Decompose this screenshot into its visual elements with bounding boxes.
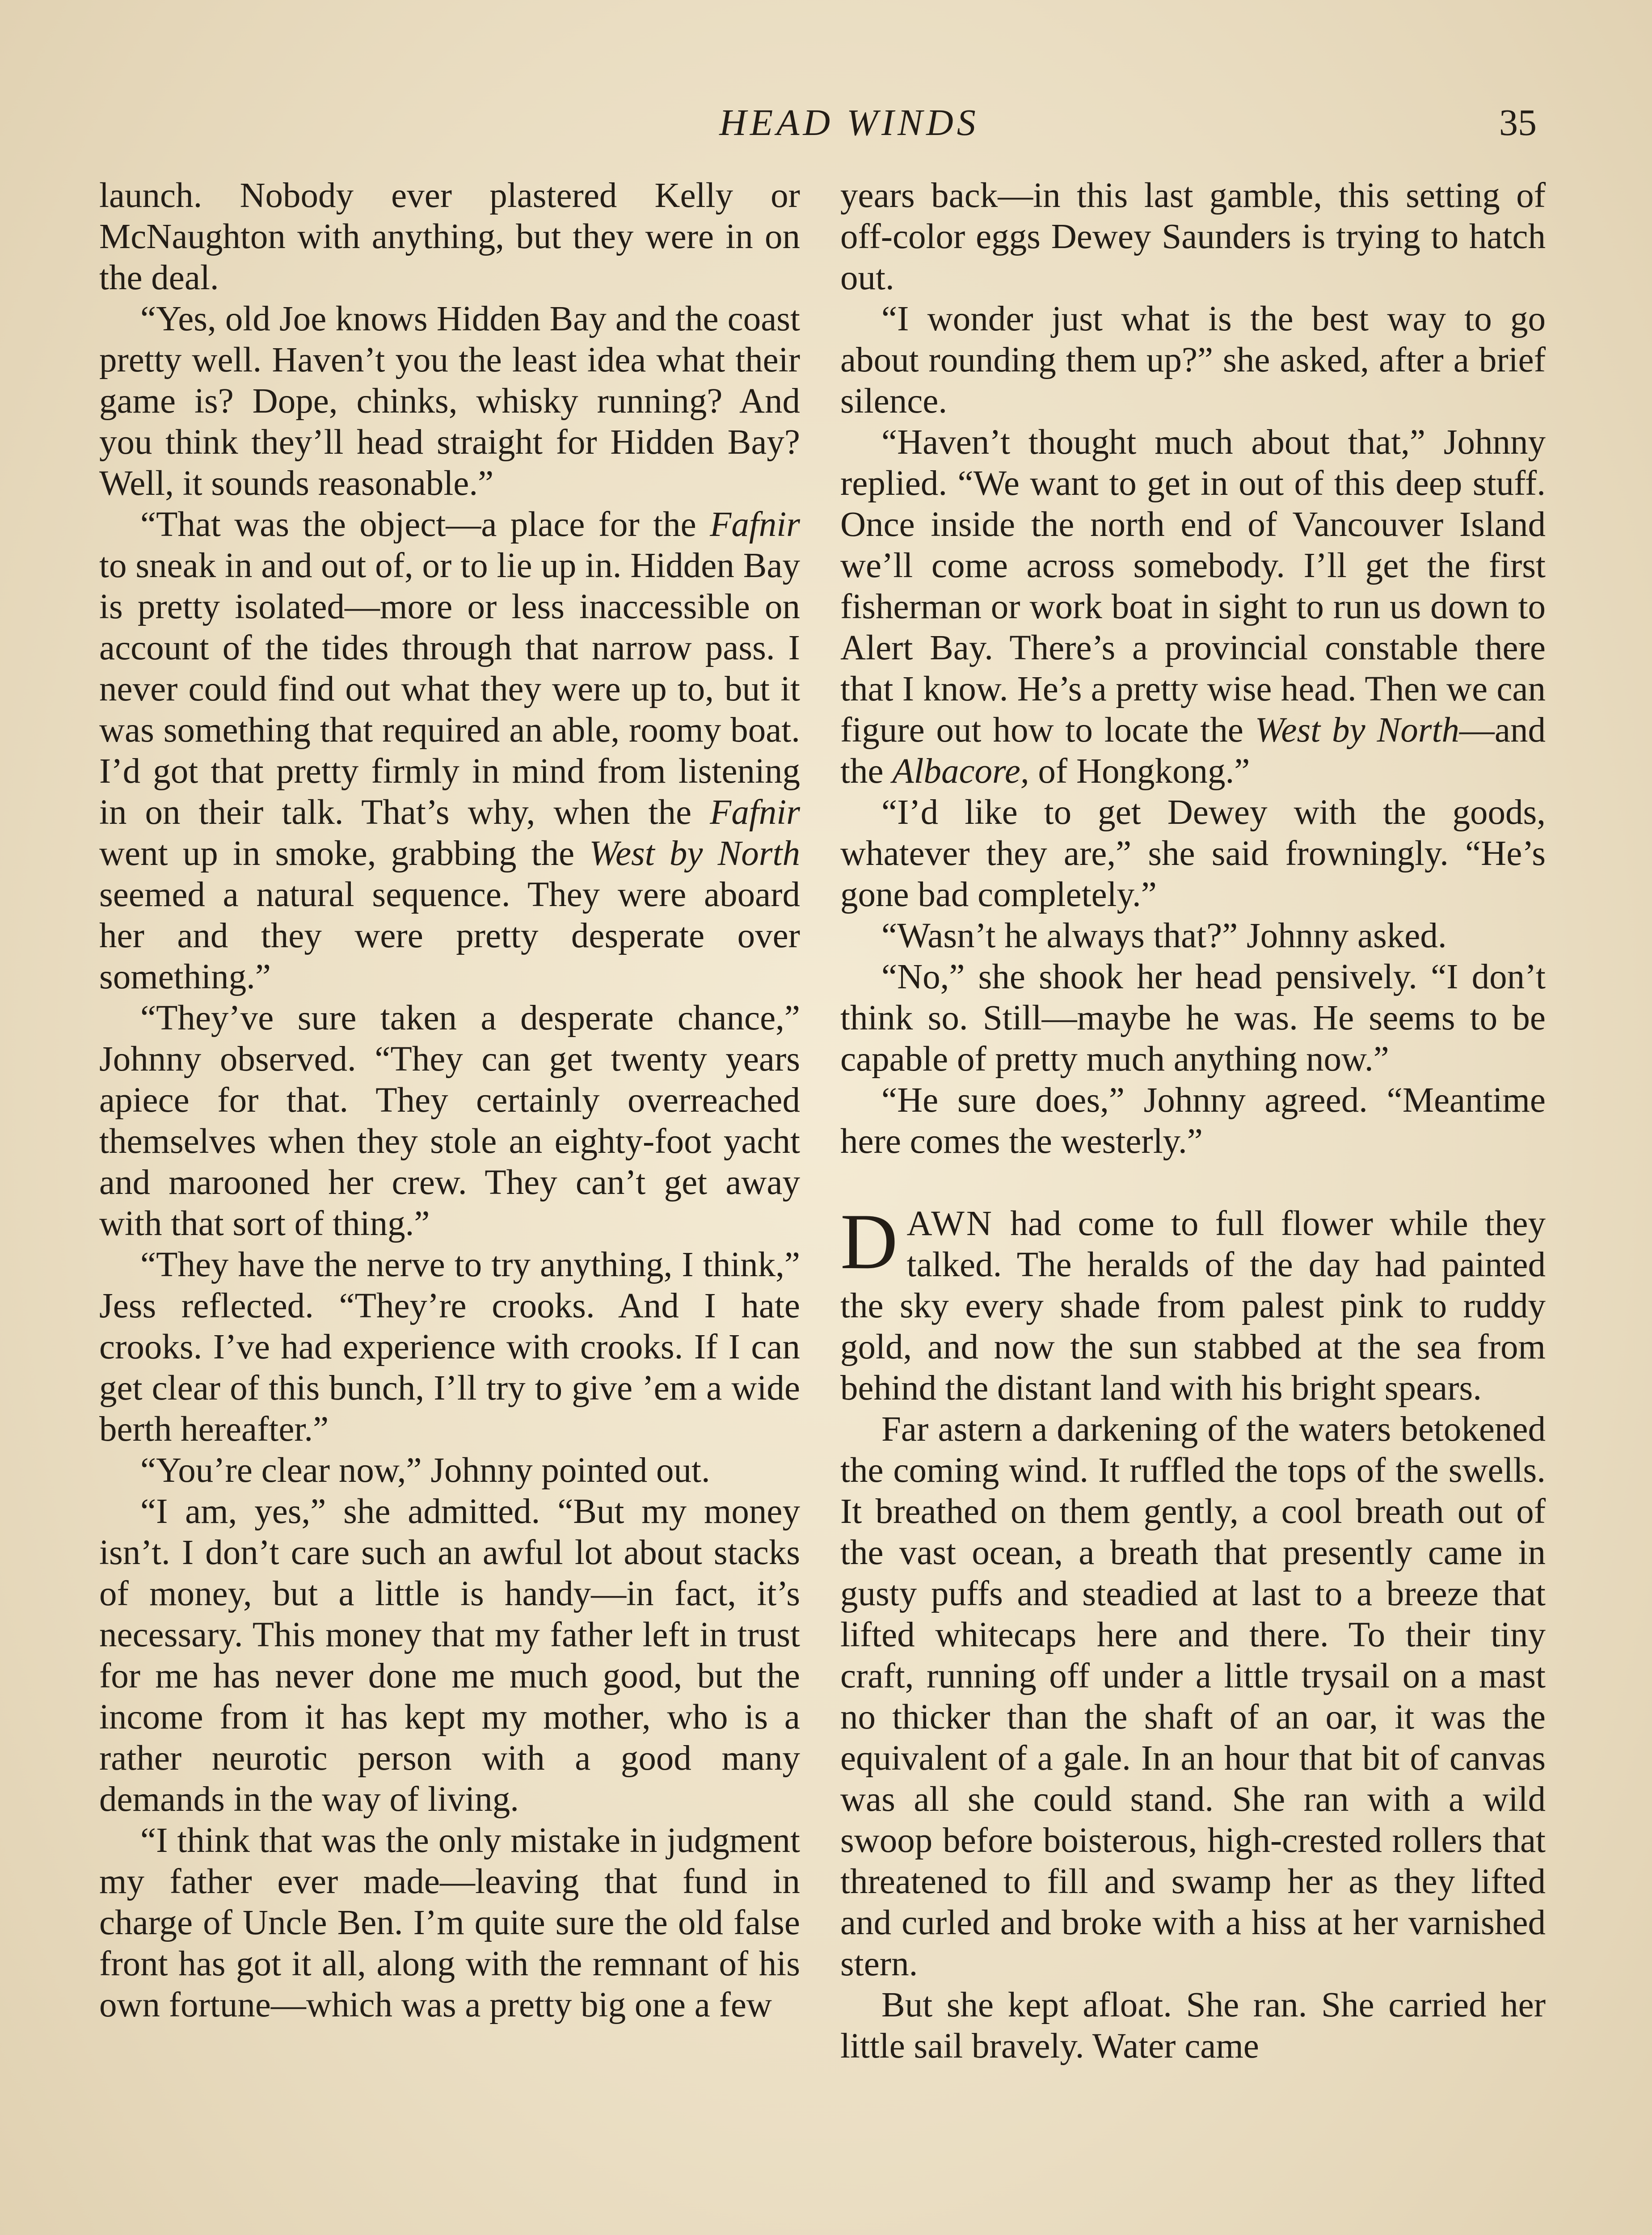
- paragraph: “He sure does,” Johnny agreed. “Meantime here comes the westerly.”: [840, 1081, 1546, 1161]
- left-text-column: [99, 175, 800, 2026]
- right-text-column: [840, 175, 1546, 2067]
- page-number: 35: [1499, 102, 1537, 143]
- paragraph: [840, 422, 1546, 792]
- paragraph: “You’re clear now,” Johnny pointed out.: [140, 1451, 710, 1490]
- paragraph: But she kept afloat. She ran. She carried her little sail bravely. Water came: [840, 1986, 1546, 2066]
- ship-name-fafnir: Fafnir: [710, 793, 800, 832]
- paragraph: “I’d like to get Dewey with the goods, whatever they are,” she said frowningly. “He’s gone bad completely.”: [840, 793, 1546, 914]
- page-header: [0, 96, 1652, 150]
- paragraph-text: —and the: [840, 711, 1546, 791]
- paragraph-text: to sneak in and out of, or to lie up in. Hidden Bay is pretty isolated—more or less inaccessible on account of the tides through that narrow pass. I never could find out what they were up to, but it was something that required an able, roomy boat. I’d got that pretty firmly in mind from listening in on their talk. That’s why, when the: [99, 546, 800, 832]
- paragraph: “Yes, old Joe knows Hidden Bay and the coast pretty well. Haven’t you the least idea what their game is? Dope, chinks, whisky running? And you think they’ll head straight for Hidden Bay? Well, it sounds reasonable.”: [99, 299, 800, 503]
- paragraph-text: of Hongkong.”: [1029, 752, 1250, 791]
- paragraph: [99, 504, 800, 998]
- drop-cap: D: [840, 1197, 898, 1286]
- paragraph-text: went up in smoke, grabbing the: [99, 834, 590, 873]
- paragraph: “I wonder just what is the best way to go about rounding them up?” she asked, after a brief silence.: [840, 299, 1546, 421]
- paragraph: “Wasn’t he always that?” Johnny asked.: [881, 916, 1447, 955]
- ship-name-fafnir: Fafnir: [710, 505, 800, 544]
- paragraph-text: seemed a natural sequence. They were aboard her and they were pretty desperate over something.”: [99, 875, 800, 996]
- paragraph: years back—in this last gamble, this setting of off-color eggs Dewey Saunders is trying to hatch out.: [840, 176, 1546, 297]
- paragraph: “They’ve sure taken a desperate chance,” Johnny observed. “They can get twenty years apiece for that. They certainly overreached themselves when they stole an eighty-foot yacht and marooned her crew. They can’t get away with that sort of thing.”: [99, 999, 800, 1243]
- paragraph-text: “Haven’t thought much about that,” Johnny replied. “We want to get in out of this deep stuff. Once inside the north end of Vancouver Island we’ll come across somebody. I’ll get the first fisherman or work boat in sight to run us down to Alert Bay. There’s a provincial constable there that I know. He’s a pretty wise head. Then we can figure out how to locate the: [840, 423, 1546, 750]
- paragraph: “No,” she shook her head pensively. “I don’t think so. Still—maybe he was. He seems to be capable of pretty much anything now.”: [840, 957, 1546, 1079]
- section-break: [840, 1162, 1546, 1203]
- paragraph: “They have the nerve to try anything, I think,” Jess reflected. “They’re crooks. And I hate crooks. I’ve had experience with crooks. If I can get clear of this bunch, I’ll try to give ’em a wide berth hereafter.”: [99, 1245, 800, 1449]
- paragraph-text: had come to full flower while they talked. The heralds of the day had painted the sky every shade from palest pink to ruddy gold, and now the sun stabbed at the sea from behind the distant land with his bright spears.: [840, 1204, 1546, 1408]
- section-opening-paragraph: [840, 1197, 1546, 1409]
- paragraph: Far astern a darkening of the waters betokened the coming wind. It ruffled the tops of the swells. It breathed on them gently, a cool breath out of the vast ocean, a breath that presently came in gusty puffs and steadied at last to a breeze that lifted whitecaps here and there. To their tiny craft, running off under a little trysail on a mast no thicker than the shaft of an oar, it was the equivalent of a gale. In an hour that bit of canvas was all she could stand. She ran with a wild swoop before boisterous, high-crested rollers that threatened to fill and swamp her as they lifted and curled and broke with a hiss at her varnished stern.: [840, 1410, 1546, 1983]
- small-caps-lead: AWN: [906, 1204, 994, 1243]
- paragraph: launch. Nobody ever plastered Kelly or McNaughton with anything, but they were in on the deal.: [99, 176, 800, 297]
- paragraph: “I think that was the only mistake in judgment my father ever made—leaving that fund in charge of Uncle Ben. I’m quite sure the old false front has got it all, along with the remnant of his own fortune—which was a pretty big one a few: [99, 1821, 800, 2024]
- ship-name-albacore: Albacore,: [892, 752, 1029, 791]
- paragraph: “I am, yes,” she admitted. “But my money isn’t. I don’t care such an awful lot about stacks of money, but a little is handy—in fact, it’s necessary. This money that my father left in trust for me has never done me much good, but the income from it has kept my mother, who is a rather neurotic person with a good many demands in the way of living.: [99, 1492, 800, 1819]
- ship-name-west-by-north: West by North: [589, 834, 800, 873]
- running-title: HEAD WINDS: [719, 102, 979, 143]
- ship-name-west-by-north: West by North: [1255, 711, 1459, 750]
- paragraph-text: “That was the object—a place for the: [140, 505, 710, 544]
